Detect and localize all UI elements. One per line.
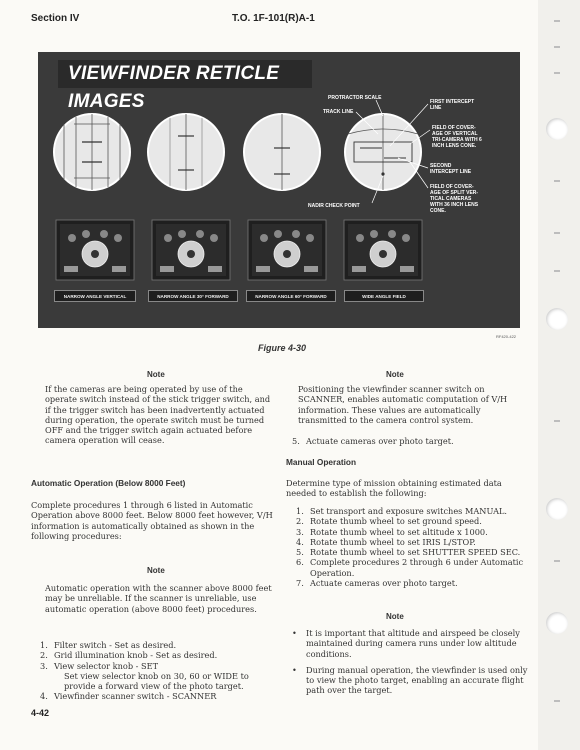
list-item: 4. Rotate thumb wheel to set IRIS L/STOP. <box>296 536 476 547</box>
punch-hole <box>546 308 568 330</box>
callout-field-vertical: FIELD OF COVER- AGE OF VERTICAL TRI-CAMERA WITH 6 INCH LENS CONE. <box>432 125 482 149</box>
control-panel <box>56 220 134 280</box>
list-item: 2. Grid illumination knob - Set as desired. <box>40 650 218 661</box>
callout-field-split: FIELD OF COVER- AGE OF SPLIT VER- TICAL CAMERAS WITH 36 INCH LENS CONE. <box>430 184 479 214</box>
reticle-wide-angle <box>345 114 421 190</box>
note-title: Note <box>147 566 165 575</box>
panel-label-wide: WIDE ANGLE FIELD <box>344 290 424 302</box>
camera-control-panels <box>56 220 422 280</box>
manual-paragraph: Determine type of mission obtaining estimated data needed to establish the following: <box>286 478 502 499</box>
note-text: If the cameras are being operated by use of the operate switch instead of the stick trigger switch, and if the trigger switch has been inadvertently actuated during operation, the operate switch must be turned OFF and the trigger switch again actuated before camera operation will cease. <box>45 384 271 446</box>
list-item: 4. Viewfinder scanner switch - SCANNER <box>40 691 217 702</box>
figure-title: VIEWFINDER RETICLE IMAGES <box>58 60 312 88</box>
bullet-icon: • <box>292 628 297 638</box>
margin-tick <box>554 420 560 422</box>
margin-tick <box>554 232 560 234</box>
manual-steps-list <box>296 506 528 588</box>
note-bullets <box>292 628 528 696</box>
callout-first-intercept: FIRST INTERCEPT LINE <box>430 99 475 111</box>
margin-tick <box>554 20 560 22</box>
punch-hole <box>546 498 568 520</box>
callout-second-intercept: SECOND INTERCEPT LINE <box>430 163 472 175</box>
section-label: Section IV <box>31 13 80 24</box>
panel-label-vertical: NARROW ANGLE VERTICAL <box>54 290 136 302</box>
auto-paragraph: Complete procedures 1 through 6 listed in Automatic Operation above 8000 feet. Below 8000 feet however, V/H information is automatically obtained as shown in the following procedures: <box>31 500 273 541</box>
list-item: 2. Rotate thumb wheel to set ground speed. <box>296 516 482 527</box>
list-item: 7. Actuate cameras over photo target. <box>296 578 458 589</box>
step5-list <box>292 436 532 446</box>
callout-protractor-scale: PROTRACTOR SCALE <box>328 95 382 101</box>
punch-hole <box>546 118 568 140</box>
control-panel <box>248 220 326 280</box>
list-item: 3. View selector knob - SET Set view selector knob on 30, 60 or WIDE to provide a forward view of the photo target. <box>40 660 249 692</box>
list-item: 1. Filter switch - Set as desired. <box>40 640 177 650</box>
callout-track-line: TRACK LINE <box>323 109 354 115</box>
reticle-narrow-vertical <box>54 114 130 190</box>
reticle-narrow-60-forward <box>244 114 320 190</box>
control-panel <box>344 220 422 280</box>
auto-steps-list <box>40 640 280 702</box>
control-panel <box>152 220 230 280</box>
list-item: 3. Rotate thumb wheel to set altitude x 1000. <box>296 526 488 537</box>
section-heading-manual: Manual Operation <box>286 457 357 467</box>
note-text: Positioning the viewfinder scanner switch on SCANNER, enables automatic computation of V/H information. These values are automatically transmitted to the camera control system. <box>298 384 508 425</box>
punch-hole <box>546 612 568 634</box>
list-item: • During manual operation, the viewfinder is used only to view the photo target, enabling an accurate flight path over the target. <box>292 664 528 696</box>
figure-caption: Figure 4-30 <box>258 343 307 353</box>
note-title: Note <box>386 612 404 621</box>
margin-tick <box>554 700 560 702</box>
margin-tick <box>554 72 560 74</box>
panel-label-60-forward: NARROW ANGLE 60° FORWARD <box>246 290 336 302</box>
note-text: Automatic operation with the scanner above 8000 feet may be unreliable. If the scanner is unreliable, use automatic operation (above 8000 feet) procedures. <box>45 583 272 614</box>
page-number: 4-42 <box>31 708 50 718</box>
figure-panel <box>38 52 520 328</box>
panel-label-30-forward: NARROW ANGLE 30° FORWARD <box>148 290 238 302</box>
list-item: 5. Actuate cameras over photo target. <box>292 436 454 446</box>
bullet-icon: • <box>292 664 297 675</box>
list-item: • It is important that altitude and airspeed be closely maintained during camera runs under low altitude conditions. <box>292 628 520 659</box>
list-item: 6. Complete procedures 2 through 6 under Automatic Operation. <box>296 557 524 578</box>
list-item: 1. Set transport and exposure switches MANUAL. <box>296 506 508 516</box>
figure-code: RF420-422 <box>496 334 517 339</box>
binder-margin <box>538 0 580 750</box>
margin-tick <box>554 270 560 272</box>
list-item: 5. Rotate thumb wheel to set SHUTTER SPEED SEC. <box>296 547 521 558</box>
section-heading-auto: Automatic Operation (Below 8000 Feet) <box>31 478 186 488</box>
margin-tick <box>554 180 560 182</box>
callout-nadir-check: NADIR CHECK POINT <box>308 203 360 209</box>
doc-number: T.O. 1F-101(R)A-1 <box>232 13 315 24</box>
note-title: Note <box>386 370 404 379</box>
reticle-narrow-30-forward <box>148 114 224 190</box>
note-title: Note <box>147 370 165 379</box>
margin-tick <box>554 560 560 562</box>
margin-tick <box>554 46 560 48</box>
